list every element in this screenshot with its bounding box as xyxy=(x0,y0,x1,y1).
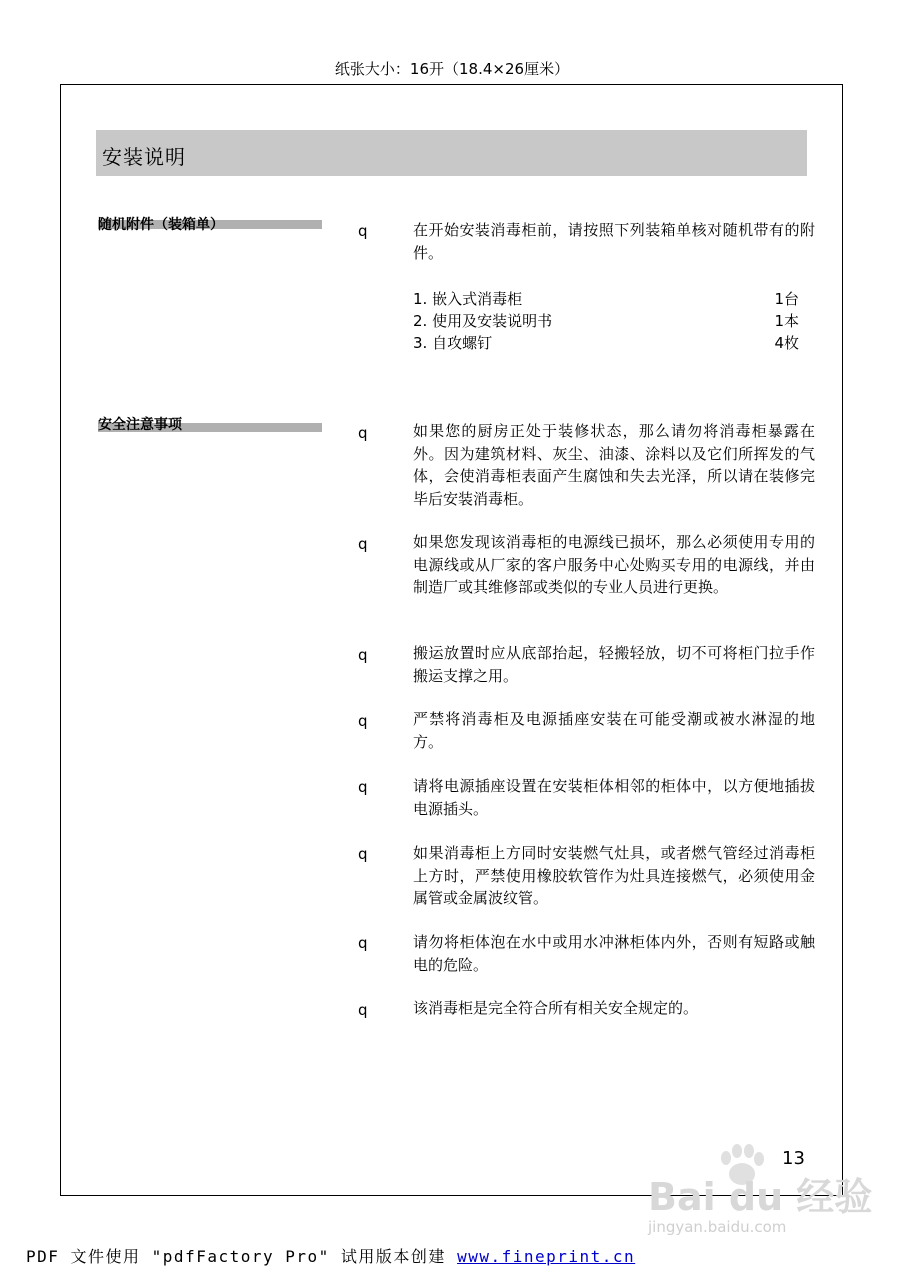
list-item-label: 2. 使用及安装说明书 xyxy=(413,312,553,330)
title-bar xyxy=(96,130,807,176)
footer-text: PDF 文件使用 "pdfFactory Pro" 试用版本创建 xyxy=(26,1247,458,1266)
list-item-qty: 1本 xyxy=(774,312,799,330)
safety-item: 严禁将消毒柜及电源插座安装在可能受潮或被水淋湿的地方。 xyxy=(413,710,815,751)
bullet-marker: q xyxy=(358,535,368,553)
list-item-qty: 4枚 xyxy=(774,334,799,352)
page-title: 安装说明 xyxy=(102,145,186,169)
bullet-marker: q xyxy=(358,222,368,240)
safety-item: 该消毒柜是完全符合所有相关安全规定的。 xyxy=(413,999,699,1017)
accessories-intro: 在开始安装消毒柜前，请按照下列装箱单核对随机带有的附件。 xyxy=(413,221,815,262)
list-item-label: 3. 自攻螺钉 xyxy=(413,334,493,352)
safety-item: 请勿将柜体泡在水中或用水冲淋柜体内外，否则有短路或触电的危险。 xyxy=(413,933,815,974)
bullet-marker: q xyxy=(358,712,368,730)
bullet-marker: q xyxy=(358,424,368,442)
pdf-footer xyxy=(26,1244,635,1267)
bullet-marker: q xyxy=(358,1001,368,1019)
watermark-logo: Bai du 经验 xyxy=(648,1175,873,1219)
list-item xyxy=(413,288,799,309)
bullet-marker: q xyxy=(358,646,368,664)
safety-item: 请将电源插座设置在安装柜体相邻的柜体中，以方便地插拔电源插头。 xyxy=(413,777,815,818)
section-heading-accessories: 随机附件（装箱单） xyxy=(98,217,224,233)
list-item xyxy=(413,332,799,353)
paper-size-note: 纸张大小：16开（18.4×26厘米） xyxy=(334,60,570,78)
list-item-label: 1. 嵌入式消毒柜 xyxy=(413,290,523,308)
footer-link[interactable]: www.fineprint.cn xyxy=(457,1247,636,1266)
page-number: 13 xyxy=(782,1148,805,1169)
watermark-url: jingyan.baidu.com xyxy=(648,1218,787,1236)
safety-item: 如果您的厨房正处于装修状态，那么请勿将消毒柜暴露在外。因为建筑材料、灰尘、油漆、涂料以及它们所挥发的气体，会使消毒柜表面产生腐蚀和失去光泽，所以请在装修完毕后安装消毒柜。 xyxy=(413,422,815,508)
bullet-marker: q xyxy=(358,778,368,796)
safety-item: 搬运放置时应从底部抬起，轻搬轻放，切不可将柜门拉手作搬运支撑之用。 xyxy=(413,644,815,685)
section-heading-safety: 安全注意事项 xyxy=(98,417,182,433)
bullet-marker: q xyxy=(358,934,368,952)
bullet-marker: q xyxy=(358,845,368,863)
list-item xyxy=(413,310,799,331)
list-item-qty: 1台 xyxy=(774,290,799,308)
safety-item: 如果您发现该消毒柜的电源线已损坏，那么必须使用专用的电源线或从厂家的客户服务中心处购买专用的电源线，并由制造厂或其维修部或类似的专业人员进行更换。 xyxy=(413,533,815,596)
safety-item: 如果消毒柜上方同时安装燃气灶具，或者燃气管经过消毒柜上方时，严禁使用橡胶软管作为灶具连接燃气，必须使用金属管或金属波纹管。 xyxy=(413,844,815,907)
